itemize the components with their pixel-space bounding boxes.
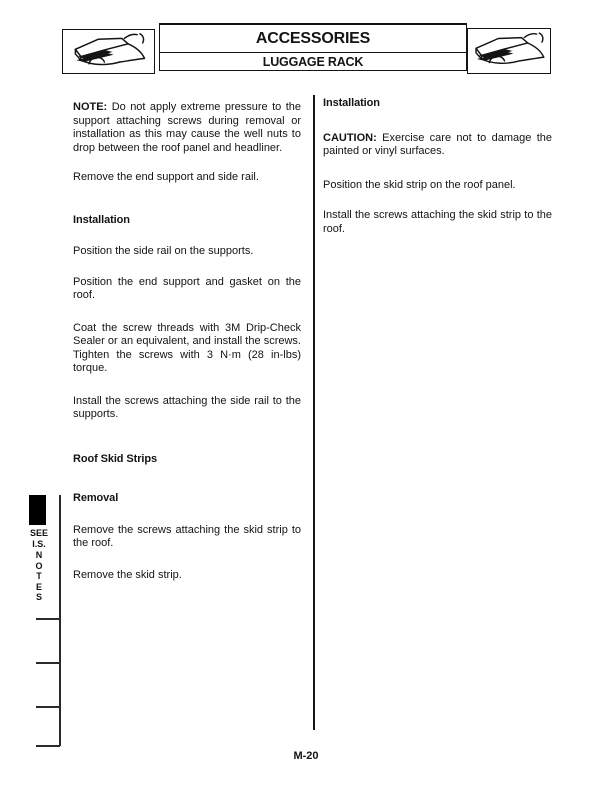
notes-letter: T — [36, 571, 42, 581]
notes-letter: N — [35, 550, 43, 560]
paragraph-position-end-support: Position the end support and gasket on the roof. — [73, 275, 301, 301]
heading-removal: Removal — [73, 492, 119, 504]
margin-tick — [36, 662, 60, 664]
caution-paragraph — [323, 132, 552, 159]
see-is-notes-label — [22, 528, 56, 603]
margin-tick — [36, 745, 60, 747]
heading-roof-skid-strips: Roof Skid Strips — [73, 452, 157, 465]
heading-installation: Installation — [73, 213, 130, 226]
car-luggage-rack-icon — [66, 32, 152, 72]
notes-letter: E — [35, 581, 42, 592]
paragraph-remove-skid-strip-screws: Remove the screws attaching the skid strip to the roof. — [73, 523, 301, 549]
left-column — [73, 101, 301, 582]
notes-letter: S — [35, 592, 42, 602]
paragraph-position-skid-strip: Position the skid strip on the roof panel. — [323, 178, 516, 191]
margin-tick — [36, 618, 60, 620]
notes-letter: O — [35, 560, 43, 571]
notes-vertical-letters — [22, 550, 56, 603]
margin-vertical-rule — [59, 495, 61, 746]
note-text: Do not apply extreme pressure to the support attaching screws during removal or installation as this may cause the well nuts to drop between the roof panel and headliner. — [73, 101, 302, 154]
paragraph-install-skid-strip-screws: Install the screws attaching the skid strip to the roof. — [323, 209, 552, 235]
column-divider-rule — [313, 95, 315, 730]
margin-tick — [36, 706, 60, 708]
margin-index-black-tab — [29, 495, 46, 525]
paragraph-remove-end-support: Remove the end support and side rail. — [73, 171, 259, 183]
caution-text: Exercise care not to damage the painted or vinyl surfaces. — [323, 131, 552, 157]
header-title-box — [159, 23, 467, 71]
see-label: SEE — [29, 528, 48, 538]
paragraph-remove-skid-strip: Remove the skid strip. — [73, 568, 182, 581]
paragraph-install-side-rail-screws: Install the screws attaching the side rail to the supports. — [73, 394, 301, 420]
right-column — [323, 97, 552, 236]
car-luggage-rack-icon — [468, 31, 550, 71]
note-label: NOTE: — [73, 101, 108, 113]
paragraph-position-side-rail: Position the side rail on the supports. — [73, 245, 254, 257]
note-paragraph — [73, 101, 301, 155]
header-right-illustration-box — [467, 28, 551, 74]
header-left-illustration-box — [62, 29, 155, 74]
page-title: ACCESSORIES — [160, 25, 466, 53]
is-label: I.S. — [32, 539, 46, 549]
heading-installation-right: Installation — [323, 97, 380, 109]
page-number: M-20 — [293, 750, 319, 762]
page-subtitle: LUGGAGE RACK — [262, 54, 364, 69]
paragraph-coat-screw-threads: Coat the screw threads with 3M Drip-Check Sealer or an equivalent, and install the screws. Tighten the screws with 3 N·m (28 in-lbs) torque. — [73, 321, 301, 374]
caution-label: CAUTION: — [323, 131, 377, 144]
